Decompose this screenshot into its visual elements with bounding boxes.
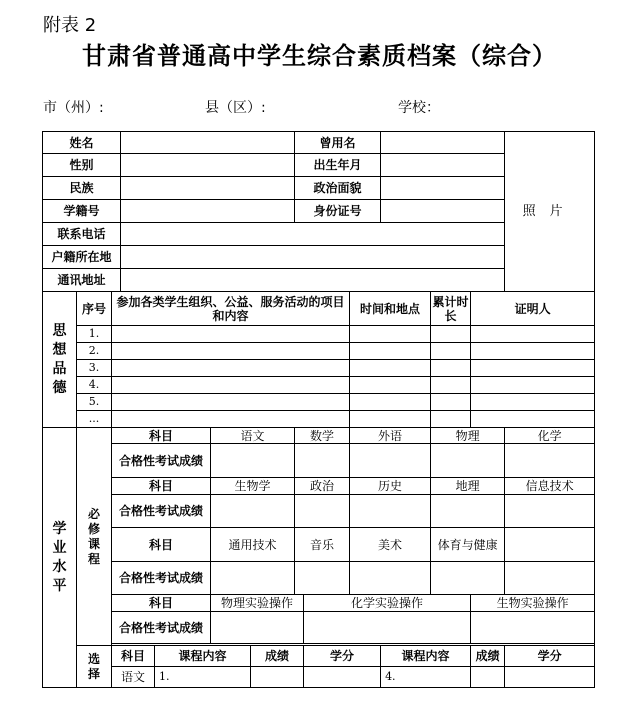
required-char: 课 — [87, 536, 100, 551]
score-cell[interactable] — [295, 444, 350, 478]
subject-name: 历史 — [350, 478, 431, 495]
subject-label: 科目 — [112, 528, 211, 562]
score-cell[interactable] — [505, 444, 595, 478]
phone-label: 联系电话 — [43, 223, 121, 246]
score-cell[interactable] — [295, 562, 350, 595]
former-name-label: 曾用名 — [295, 132, 381, 154]
total-cell[interactable] — [431, 360, 471, 377]
col-seq: 序号 — [77, 292, 112, 326]
moral-char: 德 — [52, 379, 67, 396]
moral-char: 想 — [52, 341, 67, 358]
subject-name: 地理 — [431, 478, 505, 495]
academic-char: 学 — [52, 520, 67, 537]
witness-cell[interactable] — [471, 411, 595, 428]
score-label: 合格性考试成绩 — [112, 612, 211, 644]
academic-char: 平 — [52, 577, 67, 594]
elective-credit-header-2: 学分 — [505, 646, 595, 667]
name-label: 姓名 — [43, 132, 121, 154]
lab-score-cell[interactable] — [304, 612, 471, 644]
elective-score-cell-2[interactable] — [471, 667, 505, 688]
name-field[interactable] — [121, 132, 295, 154]
score-cell[interactable] — [295, 495, 350, 528]
city-label: 市（州）: — [43, 100, 104, 116]
row-number: 1. — [77, 326, 112, 343]
elective-score-header: 成绩 — [251, 646, 304, 667]
gender-field[interactable] — [121, 154, 295, 177]
row-number: 2. — [77, 343, 112, 360]
time-cell[interactable] — [350, 343, 431, 360]
time-cell[interactable] — [350, 394, 431, 411]
subject-name: 美术 — [350, 528, 431, 562]
ethnicity-field[interactable] — [121, 177, 295, 200]
elective-char: 择 — [87, 666, 100, 681]
appendix-label: 附表 2 — [43, 15, 97, 36]
total-cell[interactable] — [431, 326, 471, 343]
score-cell[interactable] — [350, 444, 431, 478]
former-name-field[interactable] — [381, 132, 505, 154]
witness-cell[interactable] — [471, 377, 595, 394]
birth-label: 出生年月 — [295, 154, 381, 177]
time-cell[interactable] — [350, 377, 431, 394]
required-char: 必 — [87, 506, 100, 521]
lab-score-cell[interactable] — [211, 612, 304, 644]
subject-label: 科目 — [112, 428, 211, 444]
student-id-field[interactable] — [121, 200, 295, 223]
elective-score-header-2: 成绩 — [471, 646, 505, 667]
elective-credit-cell-2[interactable] — [505, 667, 595, 688]
total-cell[interactable] — [431, 411, 471, 428]
address-label: 通讯地址 — [43, 269, 121, 292]
elective-content-cell-2[interactable]: 4. — [381, 667, 471, 688]
subject-name: 数学 — [295, 428, 350, 444]
score-cell[interactable] — [211, 444, 295, 478]
total-cell[interactable] — [431, 343, 471, 360]
subject-name: 政治 — [295, 478, 350, 495]
county-label: 县（区）: — [205, 100, 266, 116]
student-record-table — [42, 131, 595, 688]
witness-cell[interactable] — [471, 343, 595, 360]
required-courses-label — [77, 428, 112, 646]
activity-cell[interactable] — [112, 377, 350, 394]
household-label: 户籍所在地 — [43, 246, 121, 269]
phone-field[interactable] — [121, 223, 505, 246]
lab-score-cell[interactable] — [471, 612, 595, 644]
elective-label — [77, 646, 112, 688]
score-cell[interactable] — [431, 562, 505, 595]
gender-label: 性别 — [43, 154, 121, 177]
subject-name: 外语 — [350, 428, 431, 444]
row-number: ... — [77, 411, 112, 428]
academic-section-label — [43, 428, 77, 688]
score-cell[interactable] — [505, 495, 595, 528]
required-char: 程 — [87, 551, 100, 566]
lab-subject-name: 物理实验操作 — [211, 595, 304, 612]
witness-cell[interactable] — [471, 394, 595, 411]
activity-cell[interactable] — [112, 411, 350, 428]
activity-cell[interactable] — [112, 394, 350, 411]
ethnicity-label: 民族 — [43, 177, 121, 200]
score-label: 合格性考试成绩 — [112, 495, 211, 528]
address-field[interactable] — [121, 269, 505, 292]
col-activity: 参加各类学生组织、公益、服务活动的项目和内容 — [112, 292, 350, 326]
photo-box: 照片 — [505, 132, 595, 292]
elective-score-cell[interactable] — [251, 667, 304, 688]
political-field[interactable] — [381, 177, 505, 200]
subject-name: 信息技术 — [505, 478, 595, 495]
subject-name: 生物学 — [211, 478, 295, 495]
elective-content-cell[interactable]: 1. — [155, 667, 251, 688]
total-cell[interactable] — [431, 394, 471, 411]
academic-char: 业 — [52, 539, 67, 556]
academic-char: 水 — [52, 558, 67, 575]
subject-label: 科目 — [112, 478, 211, 495]
row-number: 3. — [77, 360, 112, 377]
id-number-label: 身份证号 — [295, 200, 381, 223]
score-cell[interactable] — [505, 562, 595, 595]
col-time-place: 时间和地点 — [350, 292, 431, 326]
score-cell[interactable] — [211, 495, 295, 528]
required-char: 修 — [87, 521, 100, 536]
elective-content-header: 课程内容 — [155, 646, 251, 667]
moral-section-label — [43, 292, 77, 428]
empty-subject-cell — [505, 528, 595, 562]
birth-field[interactable] — [381, 154, 505, 177]
activity-cell[interactable] — [112, 326, 350, 343]
elective-subject-header: 科目 — [112, 646, 155, 667]
subject-label: 科目 — [112, 595, 211, 612]
household-field[interactable] — [121, 246, 505, 269]
witness-cell[interactable] — [471, 360, 595, 377]
activity-cell[interactable] — [112, 343, 350, 360]
row-number: 4. — [77, 377, 112, 394]
score-cell[interactable] — [350, 562, 431, 595]
score-cell[interactable] — [431, 495, 505, 528]
subject-name: 语文 — [211, 428, 295, 444]
lab-subject-name: 生物实验操作 — [471, 595, 595, 612]
elective-credit-header: 学分 — [304, 646, 381, 667]
id-number-field[interactable] — [381, 200, 505, 223]
total-cell[interactable] — [431, 377, 471, 394]
moral-char: 品 — [52, 360, 67, 377]
page-title: 甘肃省普通高中学生综合素质档案（综合） — [82, 41, 557, 70]
row-number: 5. — [77, 394, 112, 411]
activity-cell[interactable] — [112, 360, 350, 377]
time-cell[interactable] — [350, 326, 431, 343]
witness-cell[interactable] — [471, 326, 595, 343]
lab-subject-name: 化学实验操作 — [304, 595, 471, 612]
subject-name: 化学 — [505, 428, 595, 444]
subject-name: 物理 — [431, 428, 505, 444]
student-id-label: 学籍号 — [43, 200, 121, 223]
subject-name: 体育与健康 — [431, 528, 505, 562]
subject-name: 音乐 — [295, 528, 350, 562]
elective-credit-cell[interactable] — [304, 667, 381, 688]
score-label: 合格性考试成绩 — [112, 562, 211, 595]
school-label: 学校： — [398, 100, 440, 116]
subject-name: 通用技术 — [211, 528, 295, 562]
score-cell[interactable] — [350, 495, 431, 528]
col-total-time: 累计时长 — [431, 292, 471, 326]
elective-char: 选 — [87, 651, 100, 666]
score-cell[interactable] — [431, 444, 505, 478]
time-cell[interactable] — [350, 411, 431, 428]
moral-char: 思 — [52, 322, 67, 339]
elective-subject-cell: 语文 — [112, 667, 155, 688]
score-label: 合格性考试成绩 — [112, 444, 211, 478]
score-cell[interactable] — [211, 562, 295, 595]
political-label: 政治面貌 — [295, 177, 381, 200]
col-witness: 证明人 — [471, 292, 595, 326]
time-cell[interactable] — [350, 360, 431, 377]
elective-content-header-2: 课程内容 — [381, 646, 471, 667]
